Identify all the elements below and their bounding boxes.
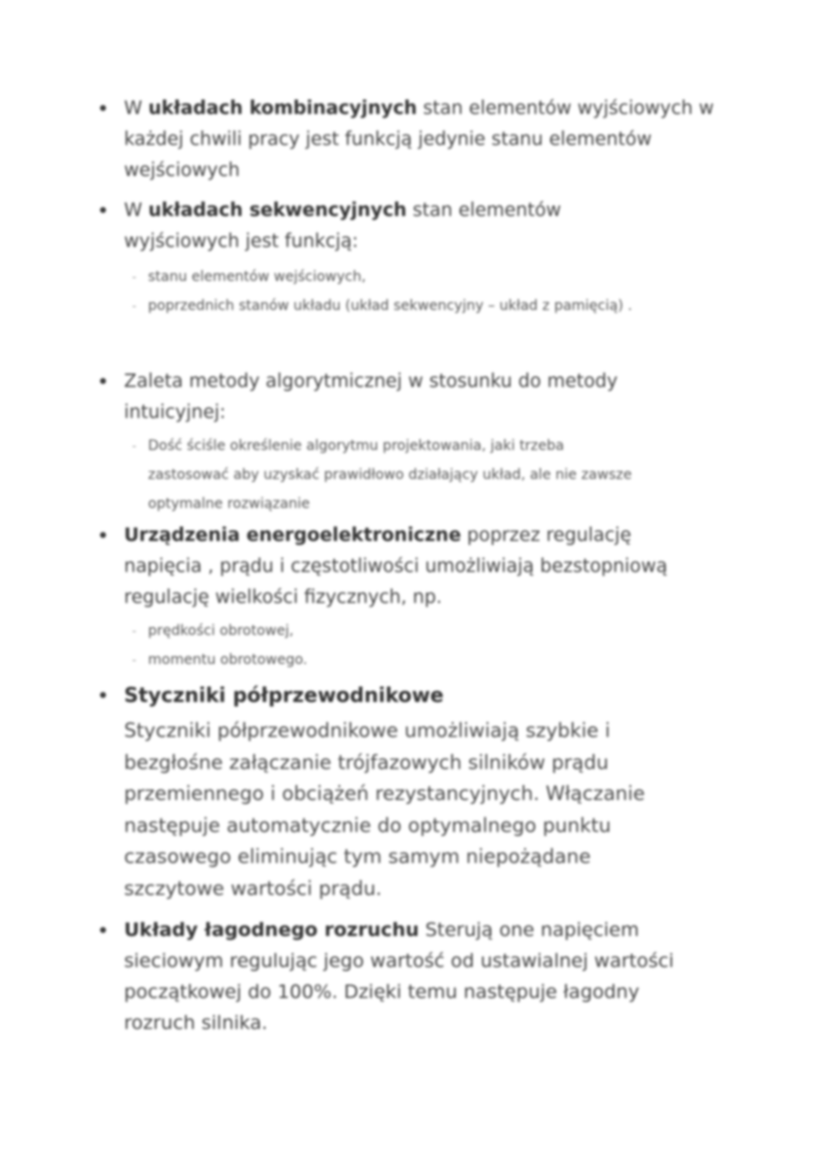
list-item-contactors [100,680,720,904]
bullet-icon [100,532,106,538]
subitem: - stanu elementów wejściowych, [148,263,720,292]
dash-icon: - [132,653,137,667]
subitem: - poprzednich stanów układu (układ sekwencyjny – układ z pamięcią) . [148,292,688,321]
bullet-icon [100,378,106,384]
item-text: Układy łagodnego rozruchu Sterują one napięciem sieciowym regulując jego wartość od ustawialnej wartości początkowej do 100%. Dzięki temu następuje łagodny rozruch silnika. [124,919,674,1034]
dash-icon: - [132,270,137,284]
subitem: - prędkości obrotowej, [148,617,720,646]
dash-icon: - [132,624,137,638]
dash-icon: - [132,299,137,313]
item-text: Zaleta metody algorytmicznej w stosunku do metody intuicyjnej: [124,371,618,423]
paragraph: Styczniki półprzewodnikowe umożliwiają szybkie i bezgłośne załączanie trójfazowych silników prądu przemiennego i obciążeń rezystancyjnych. Włączanie następuje automatycznie do optymalnego punktu czasowego eliminując tym samym niepożądane szczytowe wartości prądu. [124,719,646,900]
subitem: - momentu obrotowego. [148,646,720,675]
list-item-sequential [100,195,720,321]
list-item-soft-start [100,915,720,1039]
item-text: W układach kombinacyjnych stan elementów wyjściowych w każdej chwili pracy jest funkcją jedynie stanu elementów wejściowych [124,98,714,181]
bullet-icon [100,927,106,933]
list-item-combinational [100,93,720,186]
list-item-power-electronics [100,520,720,675]
bullet-icon [100,105,106,111]
list-item-algorithmic [100,366,720,519]
bullet-icon [100,207,106,213]
dash-icon: - [132,439,137,453]
section-heading: Styczniki półprzewodnikowe [124,683,444,707]
item-text: W układach sekwencyjnych stan elementów wyjściowych jest funkcją: [124,200,562,252]
subitem: - Dość ściśle określenie algorytmu projektowania, jaki trzeba zastosować aby uzyskać prawidłowo działający układ, ale nie zawsze optymalne rozwiązanie [148,432,648,519]
item-text: Urządzenia energoelektroniczne poprzez regulację napięcia , prądu i częstotliwości umożliwiają bezstopniową regulację wielkości fizycznych, np. [124,525,668,608]
bullet-icon [100,692,106,698]
